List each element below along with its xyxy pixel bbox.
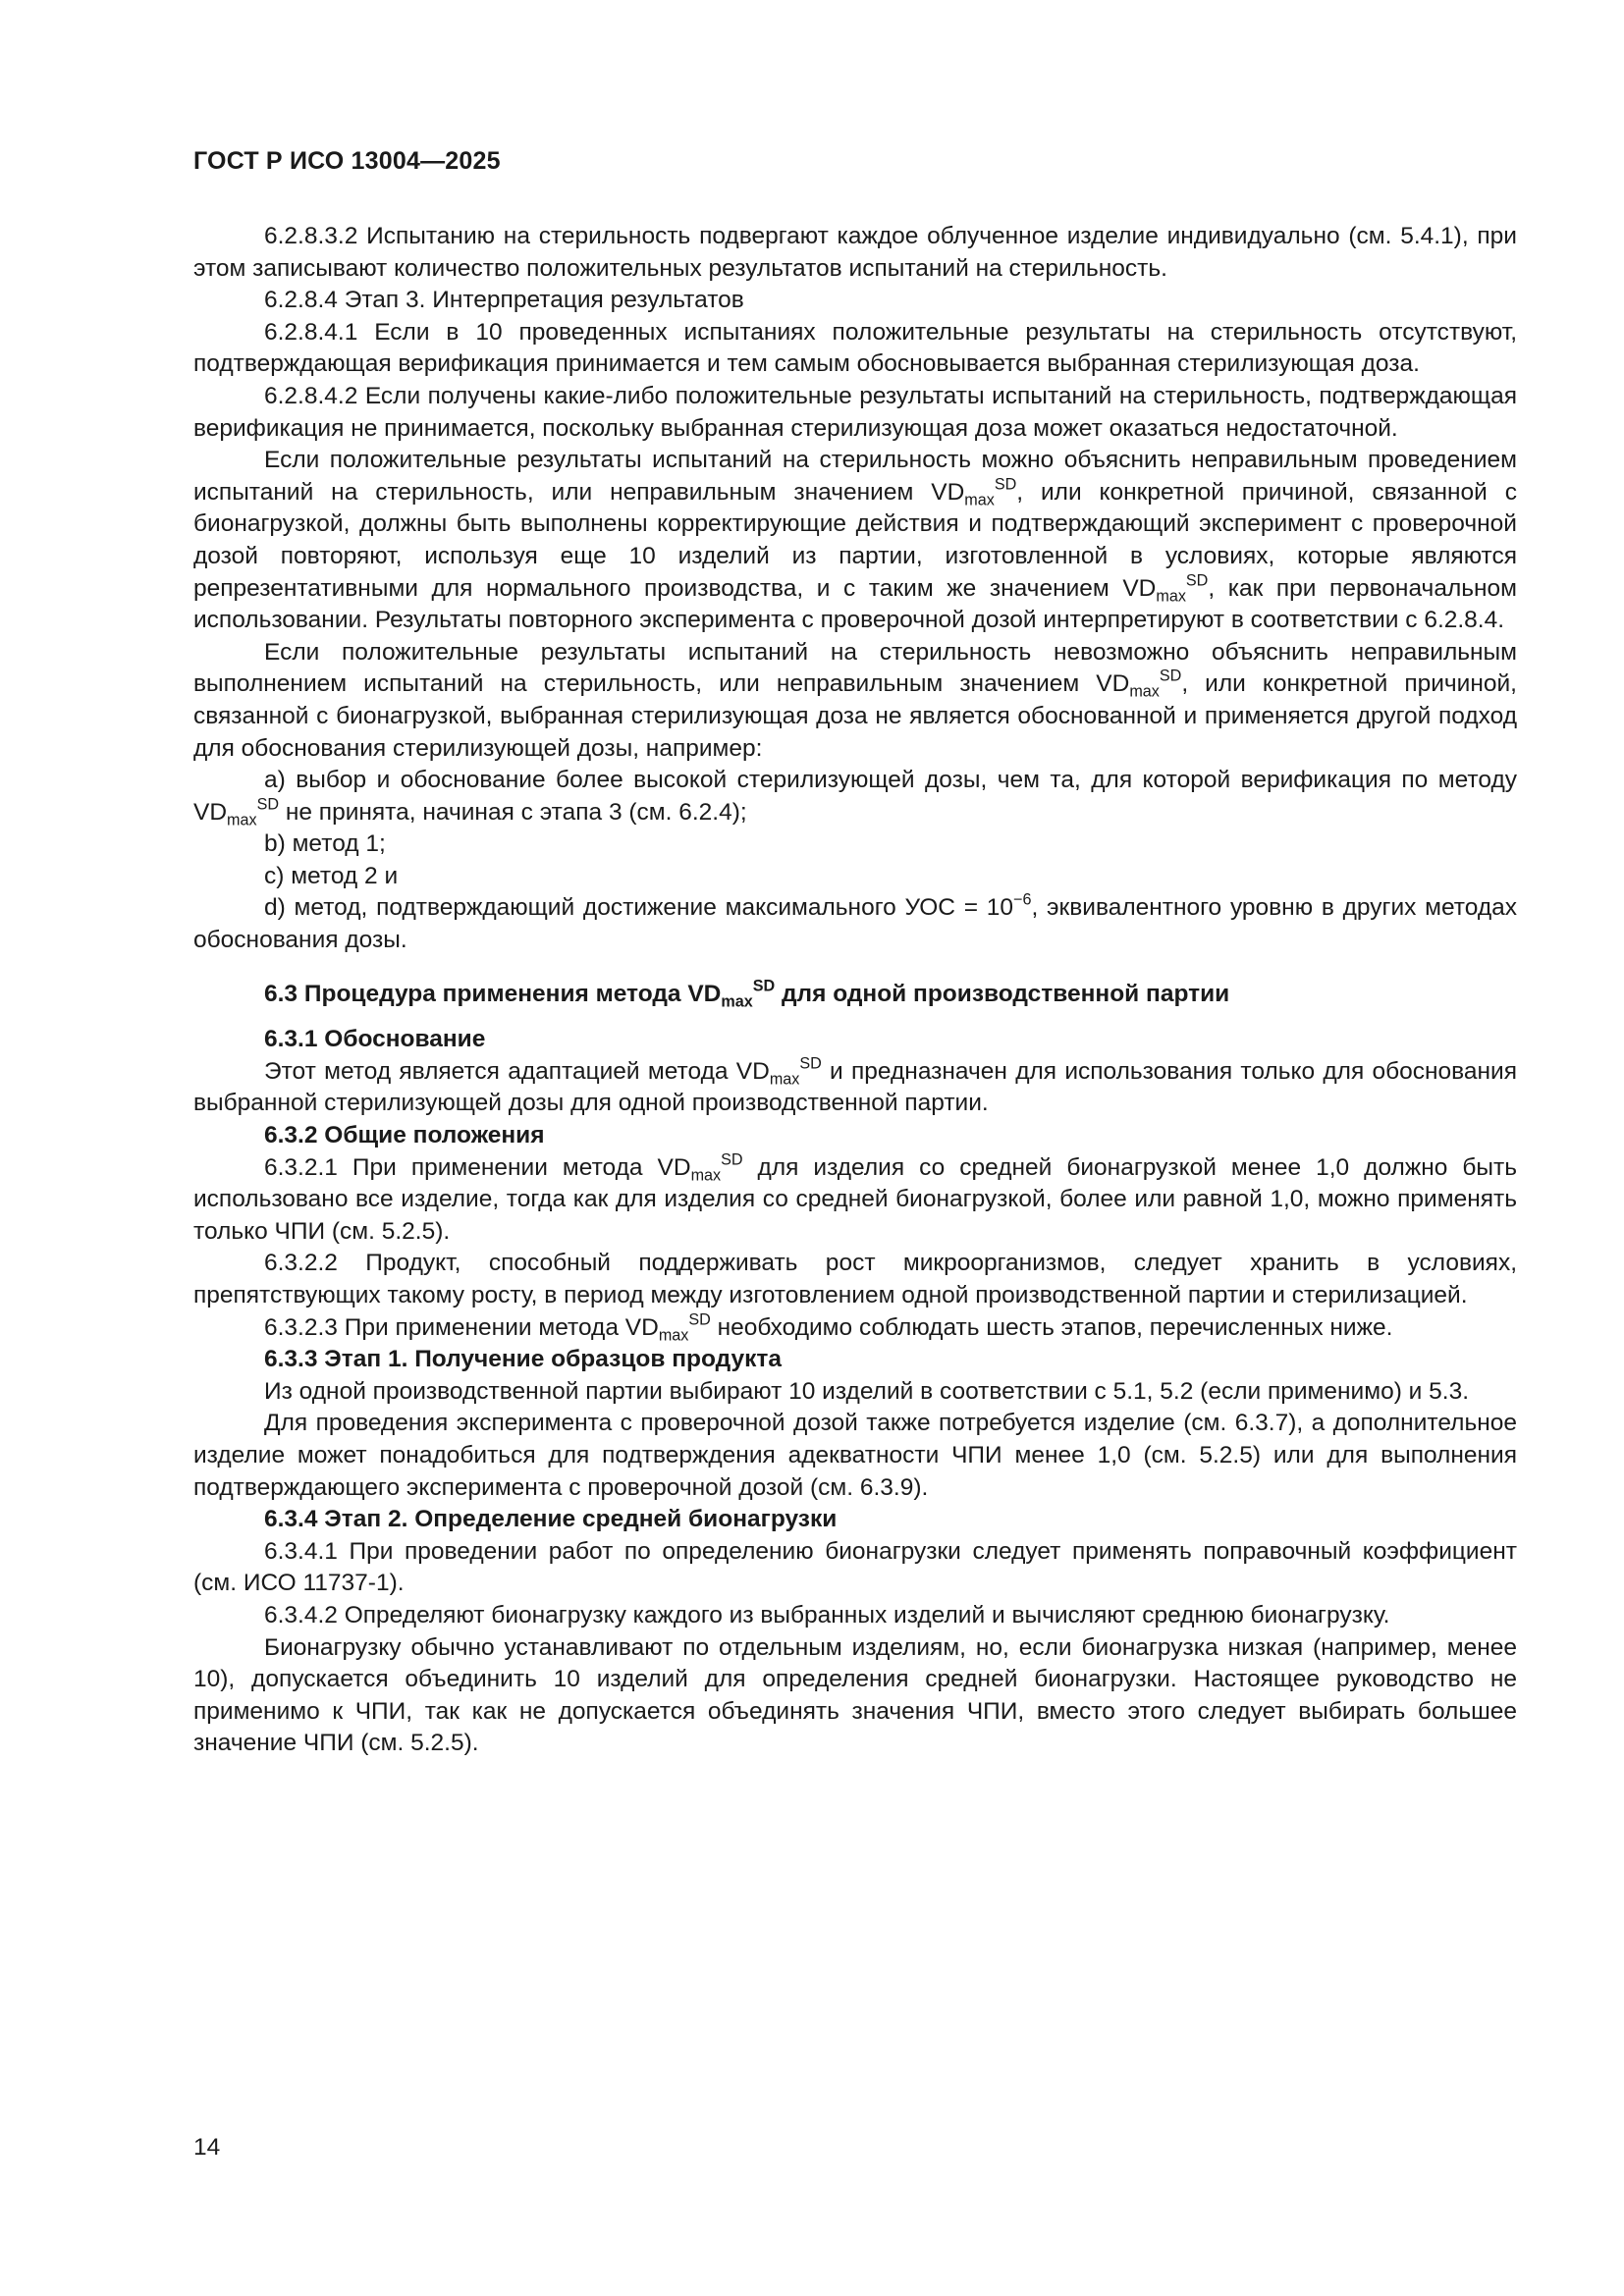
paragraph-6-3-4-c: Бионагрузку обычно устанавливают по отдельным изделиям, но, если бионагрузка низкая (например, менее 10), допускается объединить 10 изделий для определения средней бионагрузки. Настоящее руководство не применимо к ЧПИ, так как не допускается объединять значения ЧПИ, вместо этого следует выбирать большее значение ЧПИ (см. 5.2.5). bbox=[193, 1633, 1517, 1757]
list-item-d: d) метод, подтверждающий достижение максимального УОС = $10^{-6}$, эквивалентного уровню в других методах обоснования дозы. bbox=[193, 890, 1518, 954]
page-number: 14 bbox=[193, 2134, 221, 2161]
paragraph-retest: Если положительные результаты испытаний на стерильность можно объяснить неправильным проведением испытаний на стерильность, или неправильным значением $VD_{max}^{SD}$, или конкретной причиной, связанной с бионагрузкой, должны быть выполнены корректирующие действия и подтверждающий эксперимент с проверочной дозой повторяют, используя еще 10 изделий из партии, изготовленной в условиях, которые являются репрезентативными для нормального производства, и с таким же значением $VD_{max}^{SD}$, как при первоначальном использовании. Результаты повторного эксперимента с проверочной дозой интерпретируют в соответствии с 6.2.8.4. bbox=[193, 447, 1518, 634]
paragraph-alternative: Если положительные результаты испытаний на стерильность невозможно объяснить неправильным выполнением испытаний на стерильность, или неправильным значением $VD_{max}^{SD}$, или конкретной причиной, связанной с бионагрузкой, выбранная стерилизующая доза не является обоснованной и применяется другой подход для обоснования стерилизующей дозы, например: bbox=[193, 638, 1517, 762]
paragraph-6-3-2-1: 6.3.2.1 При применении метода $VD_{max}^{SD}$ для изделия со средней бионагрузкой менее 1,0 должно быть использовано все изделие, тогда как для изделия со средней бионагрузкой, более или равной 1,0, можно применять только ЧПИ (см. 5.2.5). bbox=[193, 1150, 1518, 1245]
paragraph-6-3-2-3: 6.3.2.3 При применении метода $VD_{max}^{SD}$ необходимо соблюдать шесть этапов, перечисленных ниже. bbox=[264, 1310, 1393, 1345]
list-item-a: a) выбор и обоснование более высокой стерилизующей дозы, чем та, для которой верификация по методу $VD_{max}^{SD}$ не принята, начиная с этапа 3 (см. 6.2.4); bbox=[193, 767, 1517, 829]
list-item-c: c) метод 2 и bbox=[264, 862, 399, 889]
paragraph-6-2-8-4: 6.2.8.4 Этап 3. Интерпретация результатов bbox=[264, 287, 744, 314]
subsection-heading-6-3-2: 6.3.2 Общие положения bbox=[264, 1122, 545, 1149]
vdmax-symbol: $VD_{max}^{SD}$ bbox=[931, 475, 1017, 509]
paragraph-6-2-8-4-2: 6.2.8.4.2 Если получены какие-либо положительные результаты испытаний на стерильность, подтверждающая верификация не принимается, поскольку выбранная стерилизующая доза может оказаться недостаточной. bbox=[193, 382, 1517, 442]
subsection-heading-6-3-3: 6.3.3 Этап 1. Получение образцов продукта bbox=[264, 1346, 783, 1373]
vdmax-symbol: $VD_{max}^{SD}$ bbox=[687, 977, 776, 1011]
paragraph-6-3-1: Этот метод является адаптацией метода $VD_{max}^{SD}$ и предназначен для использования только для обоснования выбранной стерилизующей дозы для одной производственной партии. bbox=[193, 1054, 1518, 1117]
vdmax-symbol: $VD_{max}^{SD}$ bbox=[624, 1310, 711, 1345]
paragraph-6-3-4-2: 6.3.4.2 Определяют бионагрузку каждого из выбранных изделий и вычисляют среднюю бионагрузку. bbox=[264, 1601, 1390, 1629]
paragraph-6-3-3-a: Из одной производственной партии выбирают 10 изделий в соответствии с 5.1, 5.2 (если применимо) и 5.3. bbox=[264, 1377, 1470, 1405]
paragraph-6-3-4-1: 6.3.4.1 При проведении работ по определению бионагрузки следует применять поправочный коэффициент (см. ИСО 11737-1). bbox=[193, 1537, 1517, 1597]
vdmax-symbol: $VD_{max}^{SD}$ bbox=[1096, 667, 1182, 701]
subsection-heading-6-3-1: 6.3.1 Обоснование bbox=[264, 1026, 486, 1053]
vdmax-symbol: $VD_{max}^{SD}$ bbox=[657, 1150, 743, 1185]
subsection-heading-6-3-4: 6.3.4 Этап 2. Определение средней бионагрузки bbox=[264, 1506, 838, 1533]
document-header: ГОСТ Р ИСО 13004—2025 bbox=[193, 147, 501, 175]
vdmax-symbol: $VD_{max}^{SD}$ bbox=[193, 795, 280, 829]
section-heading-6-3: 6.3 Процедура применения метода $VD_{max}^{SD}$ для одной производственной партии bbox=[264, 977, 1230, 1011]
paragraph-6-2-8-4-1: 6.2.8.4.1 Если в 10 проведенных испытаниях положительные результаты на стерильность отсутствуют, подтверждающая верификация принимается и тем самым обосновывается выбранная стерилизующая доза. bbox=[193, 318, 1517, 378]
vdmax-symbol: $VD_{max}^{SD}$ bbox=[1122, 571, 1209, 606]
list-item-b: b) метод 1; bbox=[264, 830, 386, 858]
document-body bbox=[193, 221, 1517, 1760]
paragraph-6-3-3-b: Для проведения эксперимента с проверочной дозой также потребуется изделие (см. 6.3.7), а дополнительное изделие может понадобиться для подтверждения адекватности ЧПИ менее 1,0 (см. 5.2.5) или для выполнения подтверждающего эксперимента с проверочной дозой (см. 6.3.9). bbox=[193, 1410, 1517, 1501]
paragraph-6-2-8-3-2: 6.2.8.3.2 Испытанию на стерильность подвергают каждое облученное изделие индивидуально (см. 5.4.1), при этом записывают количество положительных результатов испытаний на стерильность. bbox=[193, 223, 1517, 282]
vdmax-symbol: $VD_{max}^{SD}$ bbox=[735, 1054, 822, 1089]
paragraph-6-3-2-2: 6.3.2.2 Продукт, способный поддерживать рост микроорганизмов, следует хранить в условиях, препятствующих такому росту, в период между изготовлением одной производственной партии и стерилизацией. bbox=[193, 1250, 1517, 1308]
